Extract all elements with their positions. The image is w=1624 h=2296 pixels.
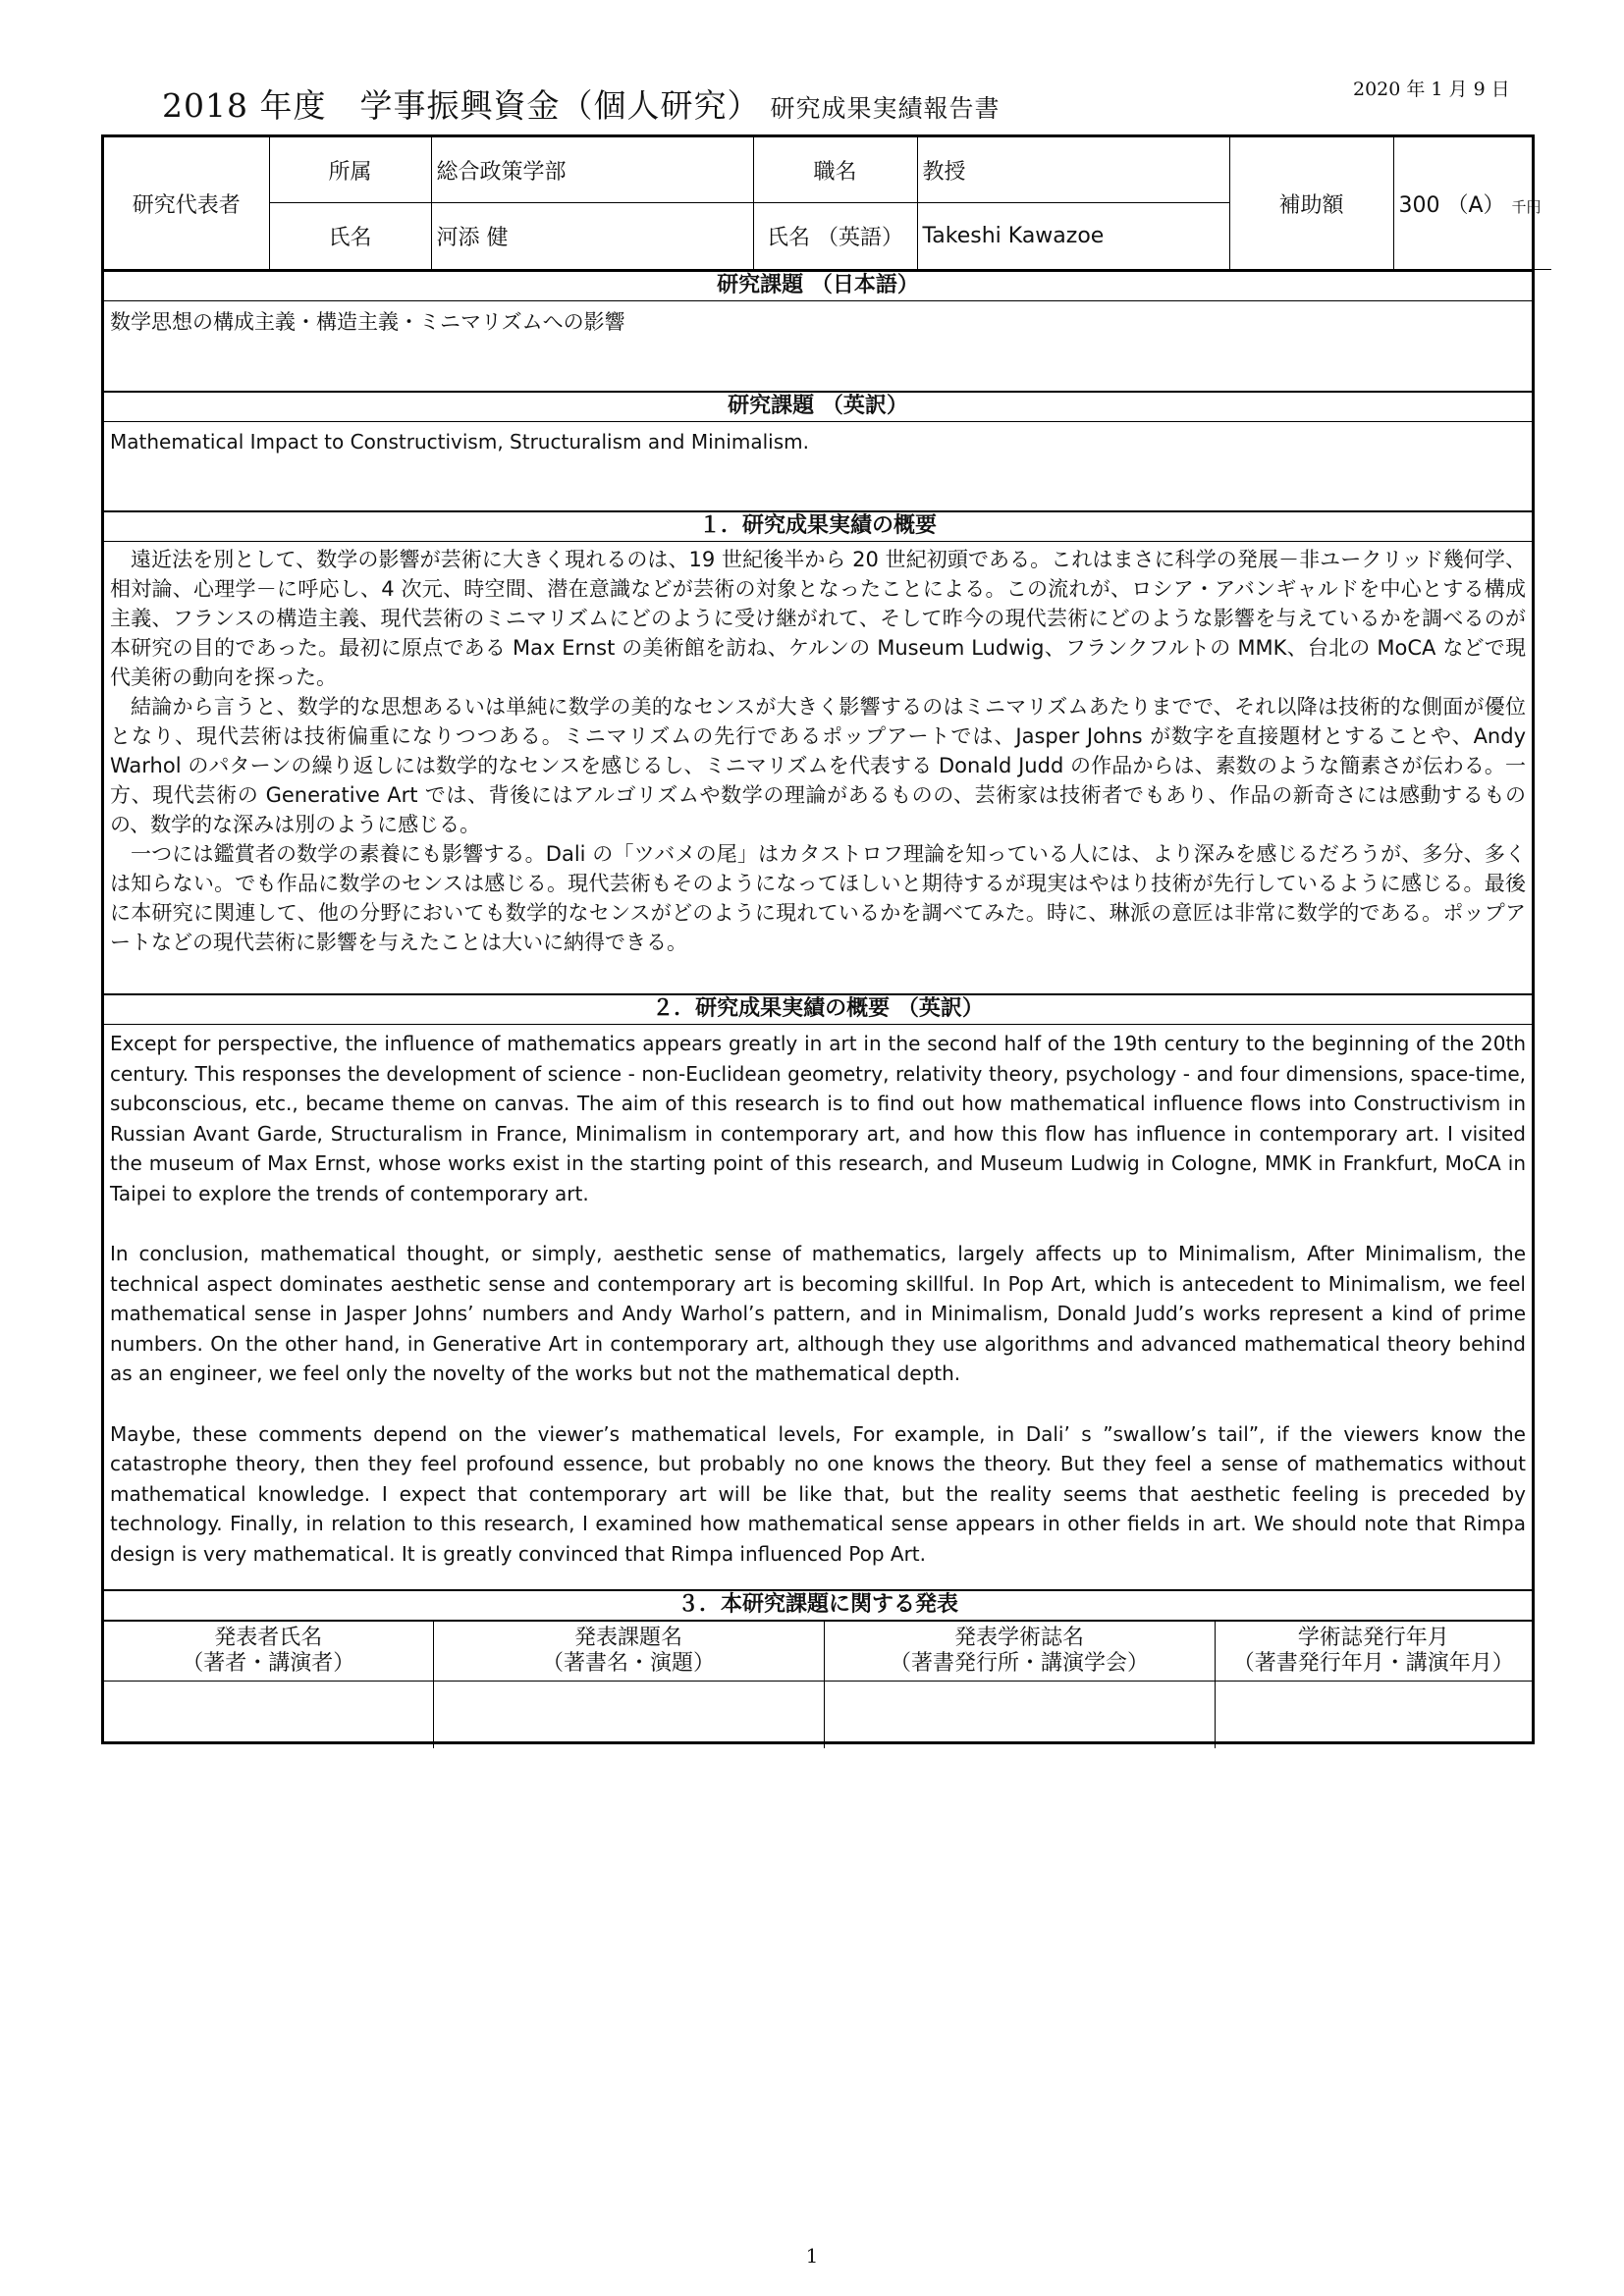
name-en-label: 氏名 （英語） <box>753 203 917 270</box>
position-label: 職名 <box>753 137 917 203</box>
pub-cell-empty <box>824 1682 1215 1749</box>
grant-unit: 千円 <box>1511 197 1542 216</box>
position-value: 教授 <box>917 137 1229 203</box>
summary-en-paragraph: Maybe, these comments depend on the viewer’s mathematical levels, For example, in Dali’ s ”swallow’s tail”, if the viewers know the catastrophe theory, then they feel profound essence, but probably no one knows the theory. But they feel a sense of mathematics without mathematical knowledge. I expect that contemporary art will be like that, but the reality seems that aesthetic feeling is preceded by technology. Finally, in relation to this research, I examined how mathematical sense appears in other fields in art. We should note that Rimpa design is very mathematical. It is greatly convinced that Rimpa influenced Pop Art. <box>110 1421 1526 1566</box>
page-number: 1 <box>805 2244 819 2268</box>
topic-en-text: Mathematical Impact to Constructivism, Structuralism and Minimalism. <box>110 430 809 454</box>
affiliation-label: 所属 <box>269 137 431 203</box>
pub-col-title: 学術誌発行年月 <box>1297 1626 1449 1650</box>
publications-table <box>104 1621 1532 1748</box>
representative-label: 研究代表者 <box>104 137 269 270</box>
name-en-value: Takeshi Kawazoe <box>917 203 1229 270</box>
pub-col-journal <box>824 1622 1215 1682</box>
summary-en-paragraph: Except for perspective, the influence of mathematics appears greatly in art in the second half of the 19th century to the beginning of the 20th century. This responses the development of science - non-Euclidean geometry, relativity theory, psychology - and four dimensions, space-time, subconscious, etc., became theme on canvas. The aim of this research is to find out how mathematical influence flows into Constructivism in Russian Avant Garde, Structuralism in France, Minimalism in contemporary art, and how this flow has influence in contemporary art. I visited the museum of Max Ernst, whose works exist in the starting point of this research, and Museum Ludwig in Cologne, MMK in Frankfurt, MoCA in Taipei to explore the trends of contemporary art. <box>110 1032 1526 1205</box>
pub-col-subtitle: （著書発行年月・講演年月） <box>1232 1651 1514 1676</box>
pub-col-topic <box>433 1622 824 1682</box>
grant-value: 300 （A） <box>1398 192 1505 218</box>
summary-en-paragraph: In conclusion, mathematical thought, or simply, aesthetic sense of mathematics, largely affects up to Minimalism, After Minimalism, the technical aspect dominates aesthetic sense and contemporary art is becoming skillful. In Pop Art, which is antecedent to Minimalism, we feel mathematical sense in Jasper Johns’ numbers and Andy Warhol’s pattern, and in Minimalism, Donald Judd’s works represent a kind of prime numbers. On the other hand, in Generative Art in contemporary art, although they use algorithms and advanced mathematical theory behind as an engineer, we feel only the novelty of the works but not the mathematical depth. <box>110 1242 1526 1385</box>
summary-jp-paragraph: 遠近法を別として、数学の影響が芸術に大きく現れるのは、19 世紀後半から 20 世紀初頭である。これはまさに科学の発展－非ユークリッド幾何学、相対論、心理学－に呼応し、4 次元、時空間、潜在意識などが芸術の対象となったことによる。この流れが、ロシア・アバンギャルドを中心とする構成主義、フランスの構造主義、現代芸術のミニマリズムにどのように受け継がれて、そして昨今の現代芸術にどのような影響を与えているかを調べるのが本研究の目的であった。最初に原点である Max Ernst の美術館を訪ね、ケルンの Museum Ludwig、フランクフルトの MMK、台北の MoCA などで現代美術の動向を探った。 <box>110 548 1526 689</box>
topic-en-heading: 研究課題 （英訳） <box>104 391 1532 422</box>
pub-cell-empty <box>1215 1682 1532 1749</box>
title-sub: 研究成果実績報告書 <box>770 94 1001 123</box>
pub-col-title: 発表者氏名 <box>214 1626 323 1650</box>
pub-col-title: 発表課題名 <box>573 1626 682 1650</box>
grant-label: 補助額 <box>1229 137 1393 270</box>
summary-en-body <box>110 1029 1526 1569</box>
name-value: 河添 健 <box>431 203 753 270</box>
document-title <box>162 80 1001 127</box>
summary-jp-body <box>110 545 1526 957</box>
grant-amount <box>1393 137 1551 270</box>
researcher-info-table <box>104 137 1551 270</box>
name-label: 氏名 <box>269 203 431 270</box>
title-main: 2018 年度 学事振興資金（個人研究） <box>162 86 761 125</box>
pub-col-date <box>1215 1622 1532 1682</box>
topic-jp-text: 数学思想の構成主義・構造主義・ミニマリズムへの影響 <box>110 310 625 334</box>
pub-col-presenter <box>104 1622 433 1682</box>
pub-col-subtitle: （著書名・演題） <box>541 1651 715 1676</box>
pub-col-subtitle: （著書発行所・講演学会） <box>889 1651 1149 1676</box>
pub-col-subtitle: （著者・講演者） <box>182 1651 355 1676</box>
publications-heading: ３．本研究課題に関する発表 <box>104 1589 1532 1621</box>
pub-col-title: 発表学術誌名 <box>953 1626 1084 1650</box>
summary-en-heading: ２．研究成果実績の概要 （英訳） <box>104 993 1532 1025</box>
report-form <box>101 134 1542 1744</box>
summary-jp-heading: １．研究成果実績の概要 <box>104 510 1532 542</box>
summary-jp-paragraph: 一つには鑑賞者の数学の素養にも影響する。Dali の「ツバメの尾」はカタストロフ理論を知っている人には、より深みを感じるだろうが、多分、多くは知らない。でも作品に数学のセンスは感じる。現代芸術もそのようになってほしいと期待するが現実はやはり技術が先行しているように感じる。最後に本研究に関連して、他の分野においても数学的なセンスがどのように現れているかを調べてみた。時に、琳派の意匠は非常に数学的である。ポップアートなどの現代芸術に影響を与えたことは大いに納得できる。 <box>110 842 1526 954</box>
pub-cell-empty <box>104 1682 433 1749</box>
affiliation-value: 総合政策学部 <box>431 137 753 203</box>
summary-jp-paragraph: 結論から言うと、数学的な思想あるいは単純に数学の美的なセンスが大きく影響するのはミニマリズムあたりまでで、それ以降は技術的な側面が優位となり、現代芸術は技術偏重になりつつある。ミニマリズムの先行であるポップアートでは、Jasper Johns が数字を直接題材とすることや、Andy Warhol のパターンの繰り返しには数学的なセンスを感じるし、ミニマリズムを代表する Donald Judd の作品からは、素数のような簡素さが伝わる。一方、現代芸術の Generative Art では、背後にはアルゴリズムや数学の理論があるものの、芸術家は技術者でもあり、作品の新奇さには感動するものの、数学的な深みは別のように感じる。 <box>110 695 1526 836</box>
report-date: 2020 年 1 月 9 日 <box>1353 79 1510 100</box>
topic-jp-heading: 研究課題 （日本語） <box>104 270 1532 301</box>
pub-cell-empty <box>433 1682 824 1749</box>
